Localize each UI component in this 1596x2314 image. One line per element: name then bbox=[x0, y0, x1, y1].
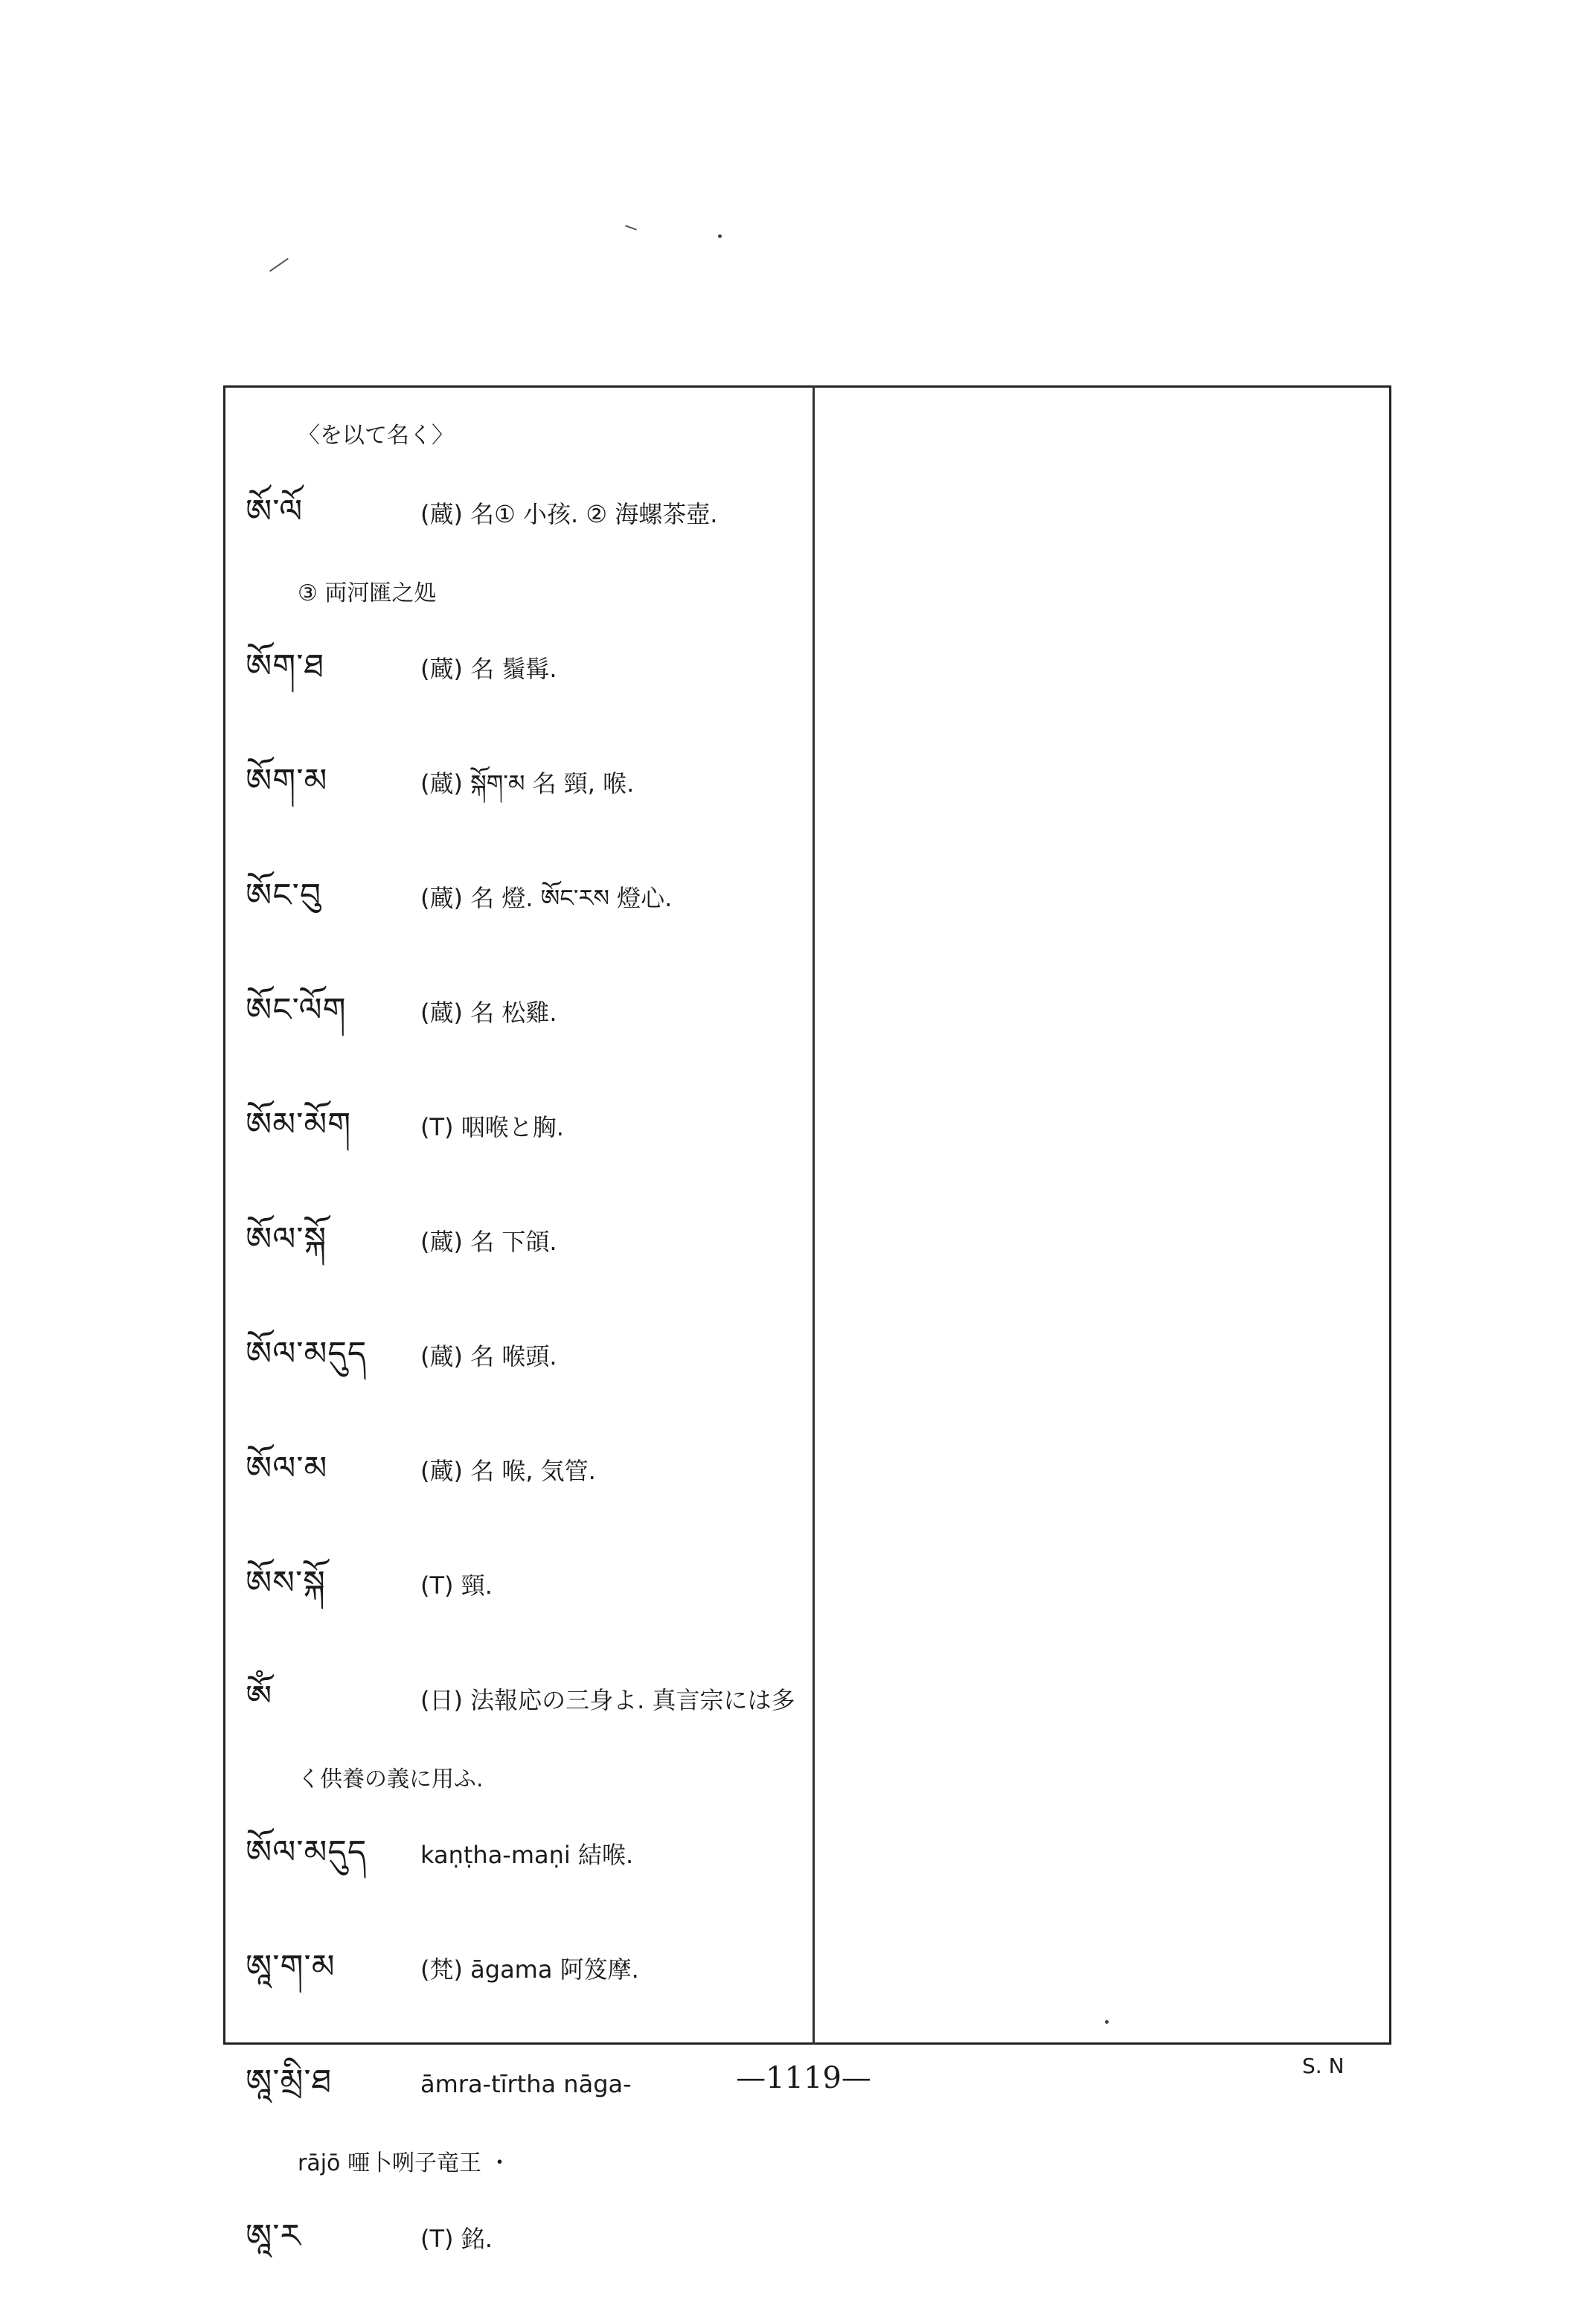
entry-term: ཨཱ་ག་མ bbox=[246, 1948, 336, 1986]
entry-term: ཨོས་སྐོ bbox=[246, 1564, 326, 1602]
entry bbox=[246, 744, 804, 836]
dictionary-column bbox=[246, 417, 804, 2314]
entry bbox=[246, 1317, 804, 1409]
entry-continuation: rājō 唖卜咧子竜王 ・ bbox=[298, 2150, 511, 2176]
entry bbox=[246, 1088, 804, 1180]
entry bbox=[246, 2199, 804, 2292]
entry-term: ཨོག་ཐ bbox=[246, 647, 325, 685]
entry-term: ཨོལ་མ bbox=[246, 1449, 328, 1487]
entry-gloss: (蔵) སྐོག་མ 名 頸, 喉. bbox=[420, 769, 635, 798]
entry-gloss: (T) 咽喉と胸. bbox=[420, 1113, 564, 1141]
entry bbox=[246, 629, 804, 722]
entry-term: ཨོཾ bbox=[246, 1679, 273, 1717]
scan-speck bbox=[269, 258, 289, 272]
entry-gloss: (蔵) 名 喉, 気管. bbox=[420, 1457, 596, 1485]
entry-gloss: (蔵) 名 燈. ཨོང་རས 燈心. bbox=[420, 884, 673, 912]
entry-gloss: (蔵) 名 鬚髯. bbox=[420, 655, 557, 683]
entry-term: ཨོང་ལོག bbox=[246, 991, 347, 1029]
entry bbox=[246, 1661, 804, 1793]
entry-gloss: (蔵) 名① 小孩. ② 海螺茶壺. bbox=[420, 500, 718, 528]
entry bbox=[246, 1930, 804, 2022]
entry-gloss: (蔵) 名 喉頭. bbox=[420, 1342, 557, 1371]
entry-gloss: kaṇṭha-maṇi 結喉. bbox=[420, 1841, 634, 1869]
scan-speck bbox=[718, 234, 722, 238]
entry-continuation: く供養の義に用ふ. bbox=[298, 1766, 484, 1792]
scan-speck bbox=[625, 225, 637, 230]
page-number: —1119— bbox=[736, 2061, 871, 2095]
entry bbox=[246, 1432, 804, 1524]
entry-term: ཨོག་མ bbox=[246, 762, 328, 800]
entry-gloss: āmra-tīrtha nāga- bbox=[420, 2070, 632, 2098]
entry-gloss: (梵) āgama 阿笈摩. bbox=[420, 1955, 639, 1984]
entry-term: ཨཱ་མྲི་ཐ bbox=[246, 2063, 333, 2100]
entry-term: ཨོལ་སྐོ bbox=[246, 1220, 327, 1258]
entry bbox=[246, 2045, 804, 2177]
entry-gloss: (T) 頸. bbox=[420, 1571, 493, 1600]
entry-continuation: ③ 両河匯之処 bbox=[298, 580, 437, 606]
entry bbox=[246, 859, 804, 951]
entry-gloss: (日) 法報応の三身よ. 真言宗には多 bbox=[420, 1686, 795, 1714]
entry-term: ཨོལ་མདུད bbox=[246, 1833, 368, 1871]
entry bbox=[246, 1815, 804, 1908]
entry-gloss: (T) 銘. bbox=[420, 2225, 493, 2253]
entry-term: ཨོང་བུ bbox=[246, 876, 322, 914]
entry bbox=[246, 1546, 804, 1638]
column-divider bbox=[813, 385, 815, 2045]
entry-gloss: (蔵) 名 下頜. bbox=[420, 1228, 557, 1256]
entry bbox=[246, 475, 804, 607]
entry-gloss: (蔵) 名 松雞. bbox=[420, 999, 557, 1027]
entry bbox=[246, 1202, 804, 1295]
entry-term: ཨོ་ལོ bbox=[246, 493, 304, 531]
entry-term: ཨོམ་མོག bbox=[246, 1106, 352, 1144]
entry-term: ཨཱ་ར bbox=[246, 2217, 301, 2255]
entry bbox=[246, 973, 804, 1065]
author-initials: S. N bbox=[1302, 2054, 1345, 2078]
entry-term: ཨོལ་མདུད bbox=[246, 1335, 368, 1373]
header-note: 〈を以て名く〉 bbox=[298, 423, 454, 449]
